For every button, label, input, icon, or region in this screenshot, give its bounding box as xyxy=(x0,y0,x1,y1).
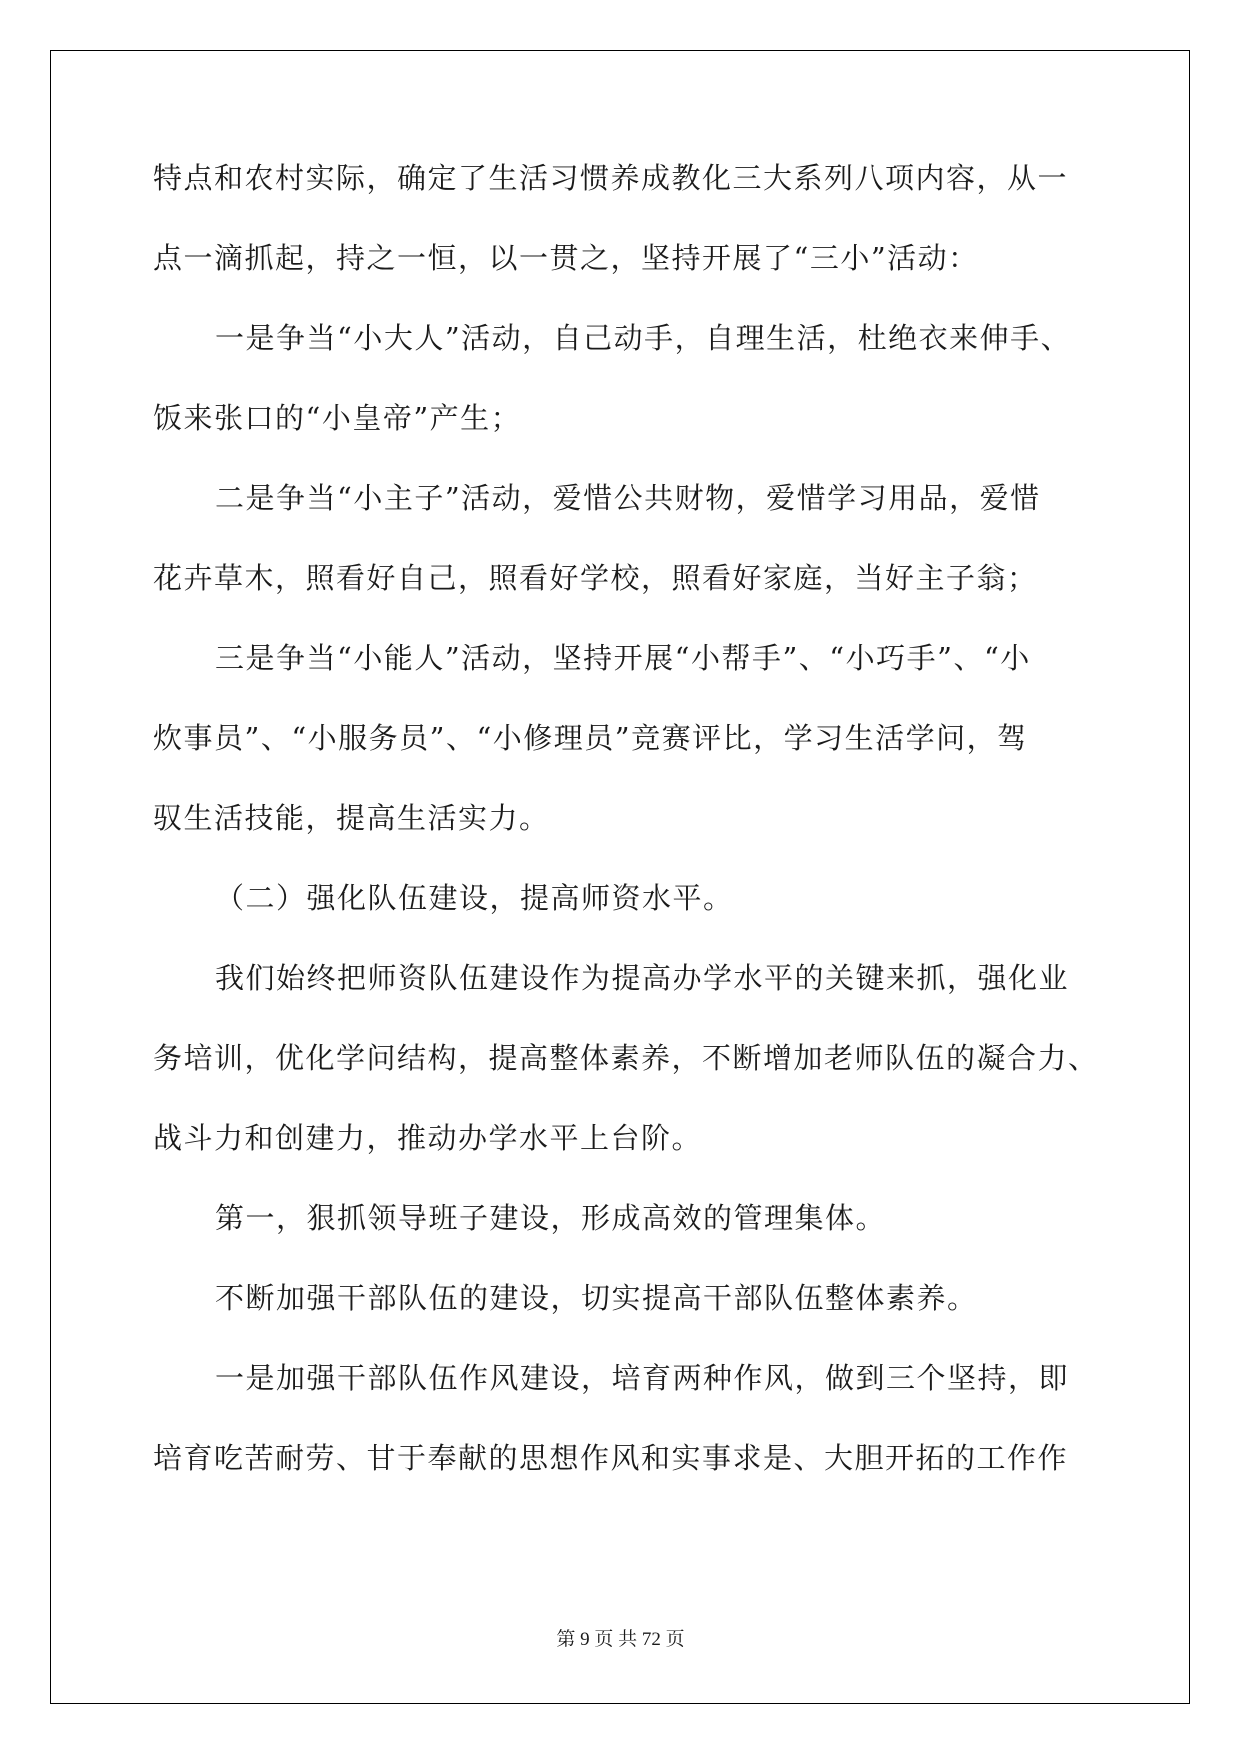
text-line: 培育吃苦耐劳、甘于奉献的思想作风和实事求是、大胆开拓的工作作 xyxy=(153,1441,1069,1475)
text-line: 三是争当“小能人”活动，坚持开展“小帮手”、“小巧手”、“小 xyxy=(215,641,1031,675)
text-line: 战斗力和创建力，推动办学水平上台阶。 xyxy=(153,1121,703,1155)
text-line: 驭生活技能，提高生活实力。 xyxy=(153,801,550,835)
text-line: 务培训，优化学问结构，提高整体素养，不断增加老师队伍的凝合力、 xyxy=(153,1041,1099,1075)
text-line: 二是争当“小主子”活动，爱惜公共财物，爱惜学习用品，爱惜 xyxy=(215,481,1041,515)
text-line: 特点和农村实际，确定了生活习惯养成教化三大系列八项内容，从一 xyxy=(153,161,1069,195)
text-line: 饭来张口的“小皇帝”产生； xyxy=(153,401,522,435)
text-line: 炊事员”、“小服务员”、“小修理员”竞赛评比，学习生活学问，驾 xyxy=(153,721,1028,755)
text-line: 我们始终把师资队伍建设作为提高办学水平的关键来抓，强化业 xyxy=(215,961,1070,995)
text-line: 第一，狠抓领导班子建设，形成高效的管理集体。 xyxy=(215,1201,887,1235)
section-heading: （二）强化队伍建设，提高师资水平。 xyxy=(215,881,734,915)
text-line: 花卉草木，照看好自己，照看好学校，照看好家庭，当好主子翁； xyxy=(153,561,1038,595)
text-line: 点一滴抓起，持之一恒，以一贯之，坚持开展了“三小”活动： xyxy=(153,241,979,275)
page-number: 第 9 页 共 72 页 xyxy=(556,1629,685,1650)
text-line: 不断加强干部队伍的建设，切实提高干部队伍整体素养。 xyxy=(215,1281,978,1315)
text-line: 一是加强干部队伍作风建设，培育两种作风，做到三个坚持，即 xyxy=(215,1361,1070,1395)
text-line: 一是争当“小大人”活动，自己动手，自理生活，杜绝衣来伸手、 xyxy=(215,321,1072,355)
